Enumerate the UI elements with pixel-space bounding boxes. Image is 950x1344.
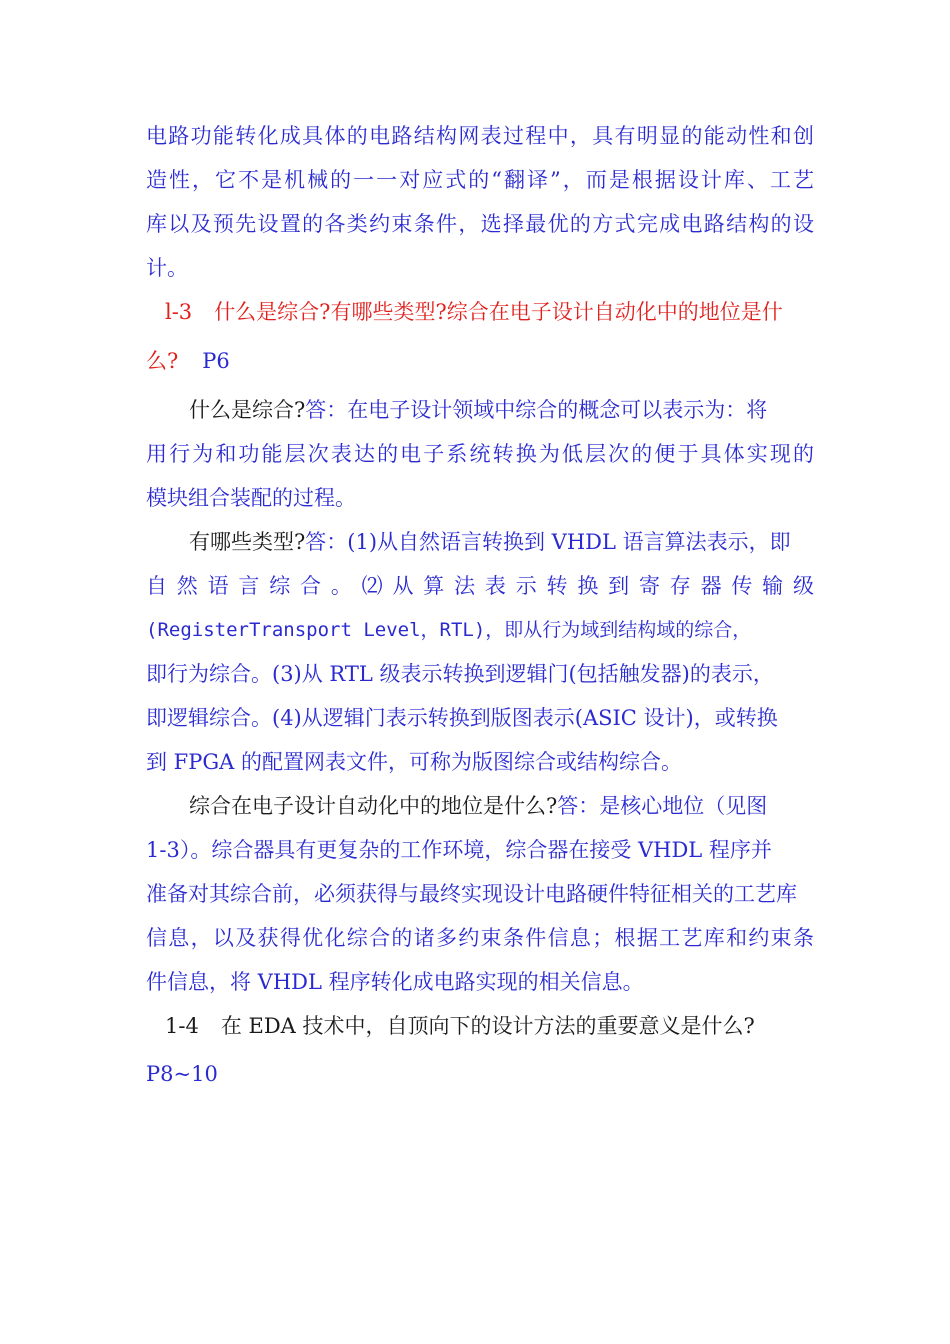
answer-line: 即逻辑综合。(4)从逻辑门表示转换到版图表示(ASIC 设计)，或转换	[146, 706, 778, 730]
paragraph-line: 电路功能转化成具体的电路结构网表过程中，具有明显的能动性和创	[146, 124, 814, 148]
answer-text: 答：(1)从自然语言转换到 VHDL 语言算法表示，即	[305, 530, 791, 554]
question-1-3	[165, 298, 815, 326]
question-1-4	[165, 1012, 815, 1040]
question-text: 什么是综合?有哪些类型?综合在电子设计自动化中的地位是什	[214, 300, 783, 324]
answer-line: 到 FPGA 的配置网表文件，可称为版图综合或结构综合。	[146, 750, 682, 774]
answer-text: 答：是核心地位（见图	[557, 794, 768, 818]
question-number: 1-4	[165, 1014, 199, 1038]
sub-question: 什么是综合?	[189, 398, 306, 422]
paragraph-line: 计。	[146, 256, 188, 280]
answer-line: 模块组合装配的过程。	[146, 486, 356, 510]
answer-text: 答：在电子设计领域中综合的概念可以表示为：将	[305, 398, 768, 422]
page-reference: P8~10	[146, 1062, 218, 1086]
answer-line: 件信息，将 VHDL 程序转化成电路实现的相关信息。	[146, 970, 644, 994]
answer-line: 即行为综合。(3)从 RTL 级表示转换到逻辑门(包括触发器)的表示，	[146, 662, 774, 686]
question-text: 在 EDA 技术中，自顶向下的设计方法的重要意义是什么?	[220, 1014, 755, 1038]
question-text: 么?	[146, 349, 179, 373]
answer-line	[189, 792, 814, 820]
answer-line: (RegisterTransport Level，RTL)，即从行为域到结构域的综合，	[146, 619, 752, 641]
answer-line: 1-3）。综合器具有更复杂的工作环境，综合器在接受 VHDL 程序并	[146, 838, 772, 862]
answer-line: 用行为和功能层次表达的电子系统转换为低层次的便于具体实现的	[146, 442, 814, 466]
question-number: l-3	[165, 300, 193, 324]
question-1-3-cont	[146, 347, 814, 375]
answer-line	[189, 528, 814, 556]
page-reference: P6	[202, 349, 230, 373]
answer-line	[189, 396, 814, 424]
answer-line: 准备对其综合前，必须获得与最终实现设计电路硬件特征相关的工艺库	[146, 882, 797, 906]
answer-line: 自 然 语 言 综 合 。 ⑵ 从 算 法 表 示 转 换 到 寄 存 器 传 输 级	[146, 574, 814, 598]
paragraph-line: 库以及预先设置的各类约束条件，选择最优的方式完成电路结构的设	[146, 212, 814, 236]
sub-question: 综合在电子设计自动化中的地位是什么?	[189, 794, 558, 818]
paragraph-line: 造性，它不是机械的一一对应式的“翻译”，而是根据设计库、工艺	[146, 168, 814, 192]
sub-question: 有哪些类型?	[189, 530, 306, 554]
answer-line: 信息，以及获得优化综合的诸多约束条件信息；根据工艺库和约束条	[146, 926, 814, 950]
